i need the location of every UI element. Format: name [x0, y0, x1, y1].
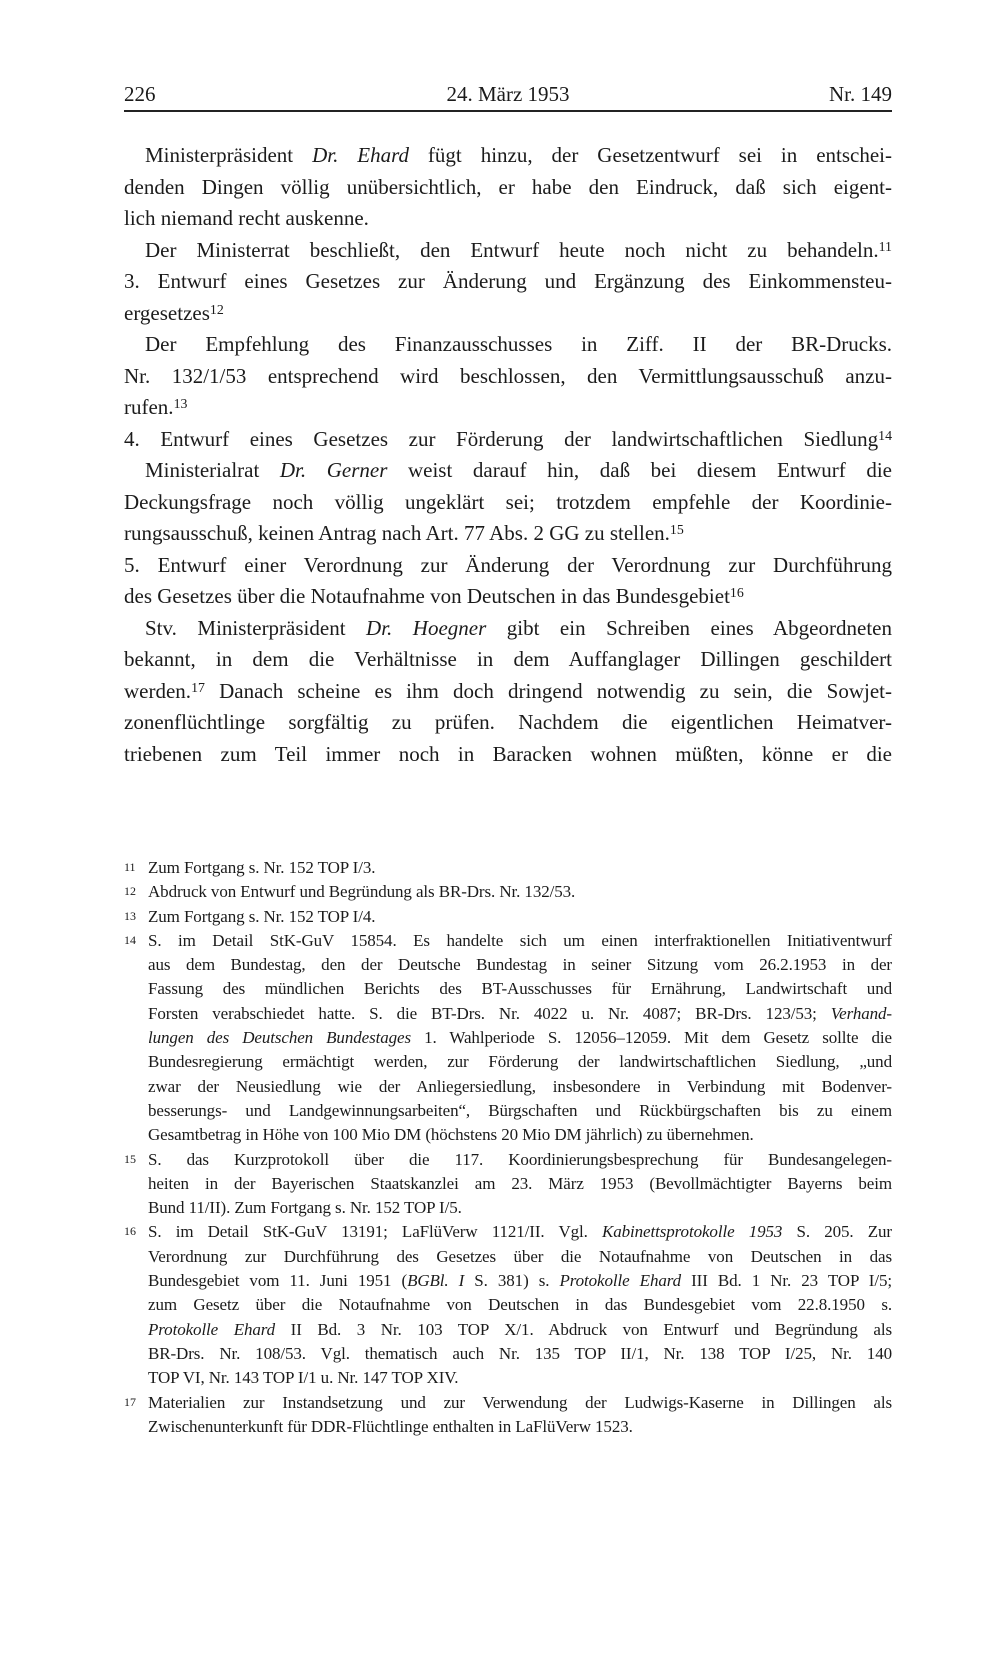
text-segment: BGBl. I [407, 1271, 465, 1291]
footnote-line [148, 1293, 892, 1317]
footnote-ref: 15 [669, 522, 684, 538]
body-line [124, 518, 892, 550]
footnote-ref: 13 [173, 396, 188, 412]
footnote-ref: 12 [209, 301, 224, 317]
text-segment: rufen. [124, 395, 174, 419]
text-segment: S. 205. Zur [782, 1222, 892, 1242]
footnote-line [124, 1220, 892, 1244]
text-segment: S. 381) s. [464, 1271, 560, 1291]
text-segment: Verordnung zur Durchführung des Gesetzes über die Notaufnahme von Deutschen in das [148, 1246, 892, 1266]
text-segment: Verhand- [830, 1003, 892, 1023]
body-line [124, 676, 892, 708]
footnote-line [124, 1391, 892, 1415]
text-segment: Bundesregierung ermächtigt werden, zur Förderung der landwirtschaftlichen Siedlung, „und [148, 1052, 892, 1072]
text-segment: Protokolle Ehard [148, 1319, 276, 1339]
text-segment: III Bd. 1 Nr. 23 TOP I/5; [681, 1271, 892, 1291]
text-segment: Protokolle Ehard [559, 1271, 682, 1291]
text-segment: Materialien zur Instandsetzung und zur Verwendung der Ludwigs-Kaserne in Dillingen als [148, 1392, 892, 1412]
header-doc-number: Nr. 149 [829, 82, 892, 106]
footnote-line [148, 1245, 892, 1269]
footnote-number: 13 [124, 908, 136, 923]
body-line [124, 424, 892, 456]
text-segment: 4. Entwurf eines Gesetzes zur Förderung der landwirtschaftlichen Siedlung [124, 426, 879, 451]
text-segment: weist darauf hin, daß bei diesem Entwurf die [387, 458, 892, 482]
body-line [124, 235, 892, 267]
footnote-number: 12 [124, 884, 136, 899]
footnote-line [148, 1342, 892, 1366]
body-line [124, 550, 892, 582]
text-segment: 1. Wahlperiode S. 12056–12059. Mit dem Gesetz sollte die [410, 1028, 892, 1048]
text-segment: Kabinettsprotokolle 1953 [602, 1222, 783, 1242]
text-segment: werden. [124, 678, 192, 703]
text-segment: zwar der Neusiedlung wie der Anliegersiedlung, insbesondere in Verbindung mit Bodenver- [148, 1076, 892, 1096]
footnote-line [148, 1050, 892, 1074]
text-segment: II Bd. 3 Nr. 103 TOP X/1. Abdruck von Entwurf und Begründung als [275, 1319, 892, 1339]
text-segment: Deckungsfrage noch völlig ungeklärt sei; trotzdem empfehle der Koordinie- [124, 489, 892, 514]
body-line [124, 203, 892, 235]
text-segment: Danach scheine es ihm doch dringend notwendig zu sein, die Sowjet- [204, 678, 892, 703]
text-segment: zonenflüchtlinge sorgfältig zu prüfen. Nachdem die eigentlichen Heimatver- [124, 710, 892, 734]
text-segment: Ministerialrat [145, 458, 280, 482]
footnote-line [148, 1123, 892, 1147]
body-line [124, 172, 892, 204]
text-segment: Fassung des mündlichen Berichts des BT-Ausschusses für Ernährung, Landwirtschaft und [148, 979, 892, 999]
footnote-line [124, 905, 892, 929]
footnote-ref: 16 [729, 585, 744, 601]
text-segment: bekannt, in dem die Verhältnisse in dem Auffanglager Dillingen geschildert [124, 647, 892, 671]
text-segment: 5. Entwurf einer Verordnung zur Änderung der Verordnung zur Durchführung [124, 552, 892, 577]
body-line [124, 329, 892, 361]
text-segment: lungen des Deutschen Bundestages [148, 1028, 411, 1048]
footnote-ref: 14 [878, 427, 892, 443]
text-segment: Bundesgebiet vom 11. Juni 1951 ( [148, 1271, 408, 1291]
body-line [124, 644, 892, 676]
text-segment: rungsausschuß, keinen Antrag nach Art. 77 Abs. 2 GG zu stellen. [124, 521, 670, 545]
body-line [124, 140, 892, 172]
text-segment: Forsten verabschiedet hatte. S. die BT-Drs. Nr. 4022 u. Nr. 4087; BR-Drs. 123/53; [148, 1003, 831, 1023]
footnote-number: 16 [124, 1224, 136, 1239]
footnote-line [124, 856, 892, 880]
page-number: 226 [124, 82, 156, 106]
header-rule [124, 110, 892, 112]
text-segment: gibt ein Schreiben eines Abgeordneten [486, 615, 892, 640]
footnote-number: 15 [124, 1151, 136, 1166]
body-line [124, 361, 892, 393]
text-segment: Nr. 132/1/53 entsprechend wird beschlossen, den Vermittlungsausschuß anzu- [124, 363, 892, 388]
footnote-line [148, 1002, 892, 1026]
text-segment: Zwischenunterkunft für DDR-Flüchtlinge enthalten in LaFlüVerw 1523. [148, 1416, 633, 1436]
footnote-line [148, 1075, 892, 1099]
text-segment: S. im Detail StK-GuV 13191; LaFlüVerw 1121/II. Vgl. [148, 1222, 602, 1242]
footnote-line [148, 1172, 892, 1196]
text-segment: S. das Kurzprotokoll über die 117. Koordinierungsbesprechung für Bundesangelegen- [148, 1149, 892, 1169]
text-segment: heiten in der Bayerischen Staatskanzlei am 23. März 1953 (Bevollmächtigter Bayerns beim [148, 1173, 892, 1193]
footnote-ref: 17 [191, 679, 205, 695]
footnote-number: 17 [124, 1394, 136, 1409]
footnote-line [148, 1318, 892, 1342]
text-segment: Der Empfehlung des Finanzausschusses in Ziff. II der BR-Drucks. [145, 332, 892, 356]
text-segment: fügt hinzu, der Gesetzentwurf sei in entschei- [409, 143, 892, 167]
footnote-line [148, 1196, 892, 1220]
page-header [124, 82, 892, 108]
body-text [124, 140, 892, 770]
footnote-line [148, 1099, 892, 1123]
body-line [124, 392, 892, 424]
text-segment: BR-Drs. Nr. 108/53. Vgl. thematisch auch Nr. 135 TOP II/1, Nr. 138 TOP I/25, Nr. 140 [148, 1343, 892, 1363]
text-segment: Ministerpräsident [145, 143, 313, 167]
text-segment: Der Ministerrat beschließt, den Entwurf heute noch nicht zu behandeln. [145, 237, 879, 262]
text-segment: zum Gesetz über die Notaufnahme von Deutschen in das Bundesgebiet vom 22.8.1950 s. [148, 1295, 892, 1315]
footnote-line [148, 1366, 892, 1390]
text-segment: Bund 11/II). Zum Fortgang s. Nr. 152 TOP I/5. [148, 1198, 462, 1218]
text-segment: des Gesetzes über die Notaufnahme von Deutschen in das Bundesgebiet [124, 584, 730, 608]
text-segment: Gesamtbetrag in Höhe von 100 Mio DM (höchstens 20 Mio DM jährlich) zu übernehmen. [148, 1125, 754, 1145]
body-line [124, 707, 892, 739]
text-segment: triebenen zum Teil immer noch in Baracken wohnen müßten, könne er die [124, 741, 892, 766]
footnote-line [124, 880, 892, 904]
footnotes-section [124, 856, 892, 1439]
footnote-line [148, 977, 892, 1001]
text-segment: Abdruck von Entwurf und Begründung als BR-Drs. Nr. 132/53. [148, 882, 576, 902]
footnote-number: 14 [124, 932, 136, 947]
footnote-line [148, 1415, 892, 1439]
body-line [124, 298, 892, 330]
text-segment: ergesetzes [124, 300, 210, 325]
header-date: 24. März 1953 [446, 82, 570, 106]
body-line [124, 581, 892, 613]
body-line [124, 455, 892, 487]
text-segment: Dr. Gerner [279, 458, 388, 482]
footnote-line [148, 1026, 892, 1050]
text-segment: TOP VI, Nr. 143 TOP I/1 u. Nr. 147 TOP XIV. [148, 1368, 459, 1388]
footnote-number: 11 [124, 860, 136, 874]
text-segment: denden Dingen völlig unübersichtlich, er habe den Eindruck, daß sich eigent- [124, 174, 892, 199]
footnote-line [124, 1148, 892, 1172]
footnote-line [124, 929, 892, 953]
text-segment: Dr. Hoegner [366, 615, 487, 640]
footnote-line [148, 953, 892, 977]
text-segment: 3. Entwurf eines Gesetzes zur Änderung und Ergänzung des Einkommensteu- [124, 269, 892, 293]
footnote-ref: 11 [878, 238, 892, 254]
text-segment: aus dem Bundestag, den der Deutsche Bundestag in seiner Sitzung vom 26.2.1953 in der [148, 955, 892, 975]
body-line [124, 739, 892, 771]
body-line [124, 613, 892, 645]
text-segment: S. im Detail StK-GuV 15854. Es handelte sich um einen interfraktionellen Initiativentwurf [148, 930, 892, 950]
text-segment: lich niemand recht auskenne. [124, 206, 369, 230]
text-segment: Zum Fortgang s. Nr. 152 TOP I/4. [148, 906, 376, 926]
text-segment: Zum Fortgang s. Nr. 152 TOP I/3. [148, 858, 376, 877]
body-line [124, 487, 892, 519]
text-segment: besserungs- und Landgewinnungsarbeiten“, Bürgschaften und Rückbürgschaften bis zu einem [148, 1100, 892, 1120]
body-line [124, 266, 892, 298]
text-segment: Stv. Ministerpräsident [145, 615, 367, 640]
text-segment: Dr. Ehard [312, 143, 409, 167]
footnote-line [148, 1269, 892, 1293]
